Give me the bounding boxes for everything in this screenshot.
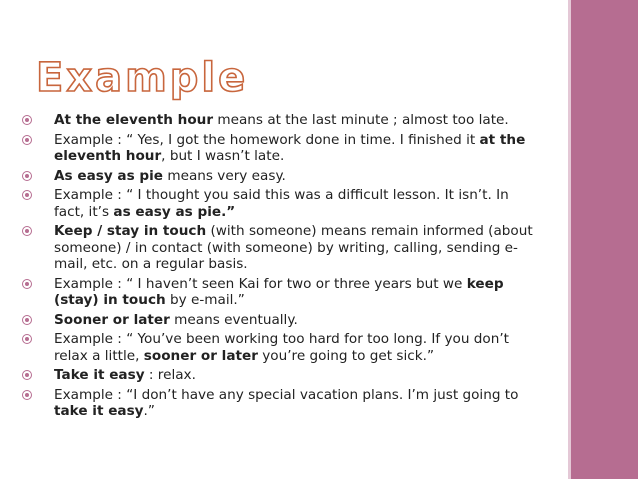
bullet-item xyxy=(20,276,542,309)
bullet-icon xyxy=(22,171,32,181)
bullet-list xyxy=(20,112,542,423)
bullet-text: means at the last minute ; almost too late. xyxy=(213,112,509,128)
bullet-text: Example : “ I haven’t seen Kai for two or three years but we xyxy=(54,275,467,292)
bullet-item xyxy=(20,312,542,329)
bullet-text: : relax. xyxy=(144,367,196,383)
bullet-icon xyxy=(22,115,32,125)
slide-title: Example xyxy=(36,55,249,101)
bullet-bold-text: at the eleventh hour xyxy=(54,131,526,164)
bullet-item xyxy=(20,187,542,220)
bullet-text: (with someone) means remain informed (about someone) / in contact (with someone) by writing, calling, sending e-mail, etc. on a regular basis. xyxy=(54,223,533,272)
bullet-icon xyxy=(22,279,32,289)
bullet-text: .” xyxy=(143,403,155,419)
bullet-text: means eventually. xyxy=(169,311,298,328)
bullet-text: means very easy. xyxy=(163,167,286,184)
bullet-text: , but I wasn’t late. xyxy=(161,148,285,164)
bullet-item xyxy=(20,168,542,185)
bullet-bold-text: keep (stay) in touch xyxy=(54,275,504,308)
side-accent-band xyxy=(571,0,638,479)
bullet-icon xyxy=(22,390,32,400)
bullet-item xyxy=(20,132,542,165)
bullet-bold-text: as easy as pie.” xyxy=(113,203,236,220)
bullet-text: Example : “ I thought you said this was a difficult lesson. It isn’t. In fact, it’s xyxy=(54,187,509,220)
bullet-text: by e-mail.” xyxy=(165,292,245,308)
bullet-icon xyxy=(22,135,32,145)
bullet-bold-text: At the eleventh hour xyxy=(54,112,214,128)
bullet-text: Example : “ Yes, I got the homework done in time. I finished it xyxy=(54,131,480,148)
bullet-text: Example : “ You’ve been working too hard for too long. If you don’t relax a little, xyxy=(54,331,510,364)
bullet-item xyxy=(20,387,542,420)
bullet-item xyxy=(20,223,542,273)
bullet-bold-text: As easy as pie xyxy=(54,167,164,184)
bullet-bold-text: take it easy xyxy=(54,403,144,419)
bullet-item xyxy=(20,331,542,364)
bullet-icon xyxy=(22,190,32,200)
bullet-text: you’re going to get sick.” xyxy=(257,347,434,364)
bullet-text: Example : “I don’t have any special vacation plans. I’m just going to xyxy=(54,386,519,403)
bullet-bold-text: Take it easy xyxy=(54,367,145,383)
bullet-bold-text: Keep / stay in touch xyxy=(54,223,207,239)
bullet-icon xyxy=(22,334,32,344)
bullet-bold-text: sooner or later xyxy=(143,347,258,364)
bullet-icon xyxy=(22,315,32,325)
bullet-item xyxy=(20,112,542,129)
bullet-icon xyxy=(22,370,32,380)
bullet-bold-text: Sooner or later xyxy=(54,311,170,328)
bullet-item xyxy=(20,367,542,384)
bullet-icon xyxy=(22,226,32,236)
